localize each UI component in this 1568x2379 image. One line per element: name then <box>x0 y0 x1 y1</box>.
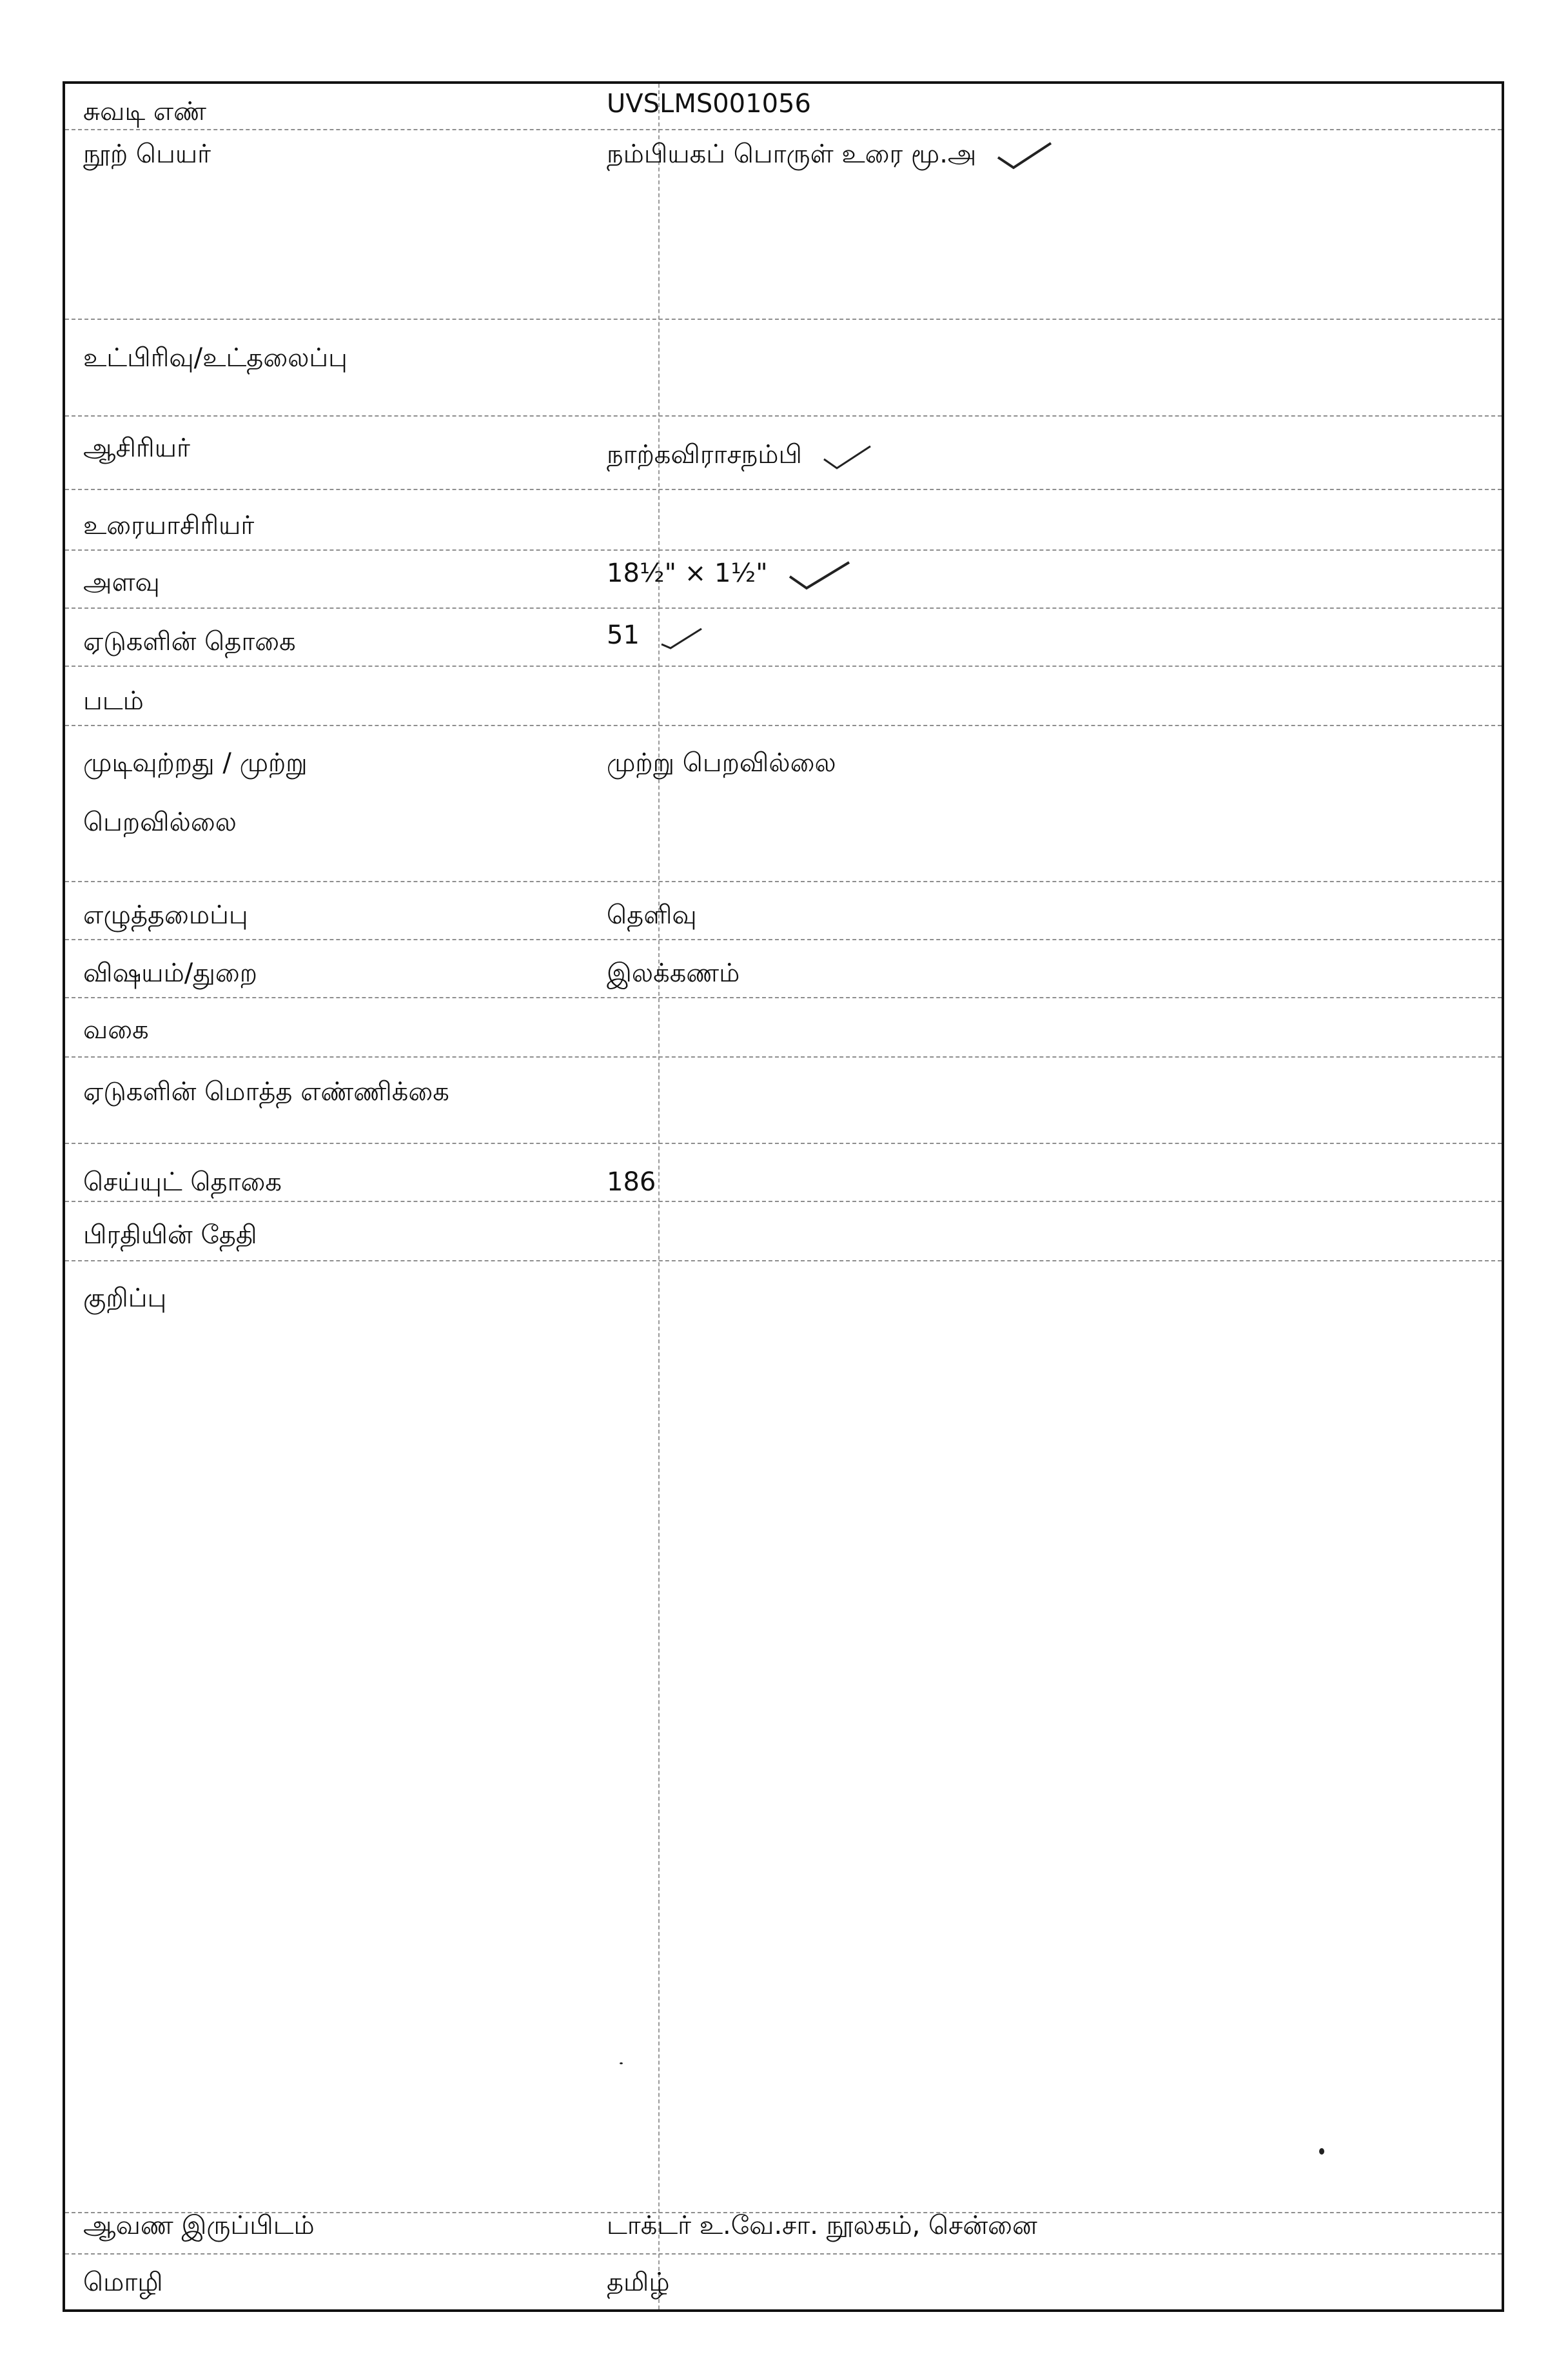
field-value <box>607 435 873 475</box>
field-copy-date <box>65 1201 1502 1261</box>
catalog-card <box>63 81 1504 2312</box>
field-size <box>65 549 1502 609</box>
field-value <box>607 134 1054 174</box>
field-category <box>65 997 1502 1058</box>
field-value: 186 <box>607 1167 656 1197</box>
field-total-leaves <box>65 1056 1502 1144</box>
field-notes <box>65 1260 1502 2213</box>
field-value: தமிழ் <box>607 2267 670 2297</box>
field-archive-location <box>65 2212 1502 2255</box>
field-value <box>607 553 852 593</box>
field-label: நூற் பெயர் <box>83 139 211 169</box>
field-label: உரையாசிரியர் <box>83 511 255 540</box>
field-book-title <box>65 129 1502 320</box>
field-value: தெளிவு <box>607 900 697 930</box>
field-manuscript-number <box>65 84 1502 130</box>
field-verse-count <box>65 1143 1502 1202</box>
field-label: ஆவண இருப்பிடம் <box>83 2211 315 2240</box>
field-value <box>607 615 704 655</box>
field-label: உட்பிரிவு/உட்தலைப்பு <box>83 343 348 373</box>
field-author <box>65 415 1502 490</box>
field-value: இலக்கணம் <box>607 958 740 988</box>
scan-speck <box>620 2062 623 2064</box>
checkmark-icon <box>787 558 852 591</box>
scan-speck <box>1319 2148 1324 2155</box>
field-value-text: நம்பியகப் பொருள் உரை மூ.அ <box>607 139 977 169</box>
field-value-text: 18½" × 1½" <box>607 558 768 588</box>
field-value: டாக்டர் உ.வே.சா. நூலகம், சென்னை <box>607 2211 1037 2240</box>
field-label-line1: முடிவுற்றது / முற்று <box>83 748 308 778</box>
field-value: முற்று பெறவில்லை <box>607 748 836 778</box>
field-value-text: நாற்கவிராசநம்பி <box>607 440 802 469</box>
field-label: குறிப்பு <box>83 1283 167 1313</box>
checkmark-icon <box>995 139 1054 172</box>
field-commentator <box>65 489 1502 551</box>
field-label: விஷயம்/துறை <box>83 958 257 988</box>
field-label: மொழி <box>83 2267 163 2297</box>
field-value-text: 51 <box>607 620 640 650</box>
field-label: படம் <box>83 686 144 716</box>
field-leaf-count <box>65 607 1502 667</box>
field-value: UVSLMS001056 <box>607 89 811 119</box>
field-completion <box>65 725 1502 882</box>
checkmark-icon <box>821 440 873 472</box>
field-subdivision <box>65 319 1502 417</box>
field-label: சுவடி எண் <box>83 97 207 126</box>
field-label: எழுத்தமைப்பு <box>83 900 248 930</box>
field-picture <box>65 666 1502 726</box>
checkmark-icon <box>659 624 704 649</box>
field-label: செய்யுட் தொகை <box>83 1167 282 1197</box>
field-label: அளவு <box>83 568 160 597</box>
field-language <box>65 2253 1502 2312</box>
field-label: பிரதியின் தேதி <box>83 1220 257 1250</box>
field-label-line2: பெறவில்லை <box>83 807 237 837</box>
field-subject <box>65 939 1502 998</box>
field-label: ஆசிரியர் <box>83 433 190 463</box>
field-label: ஏடுகளின் தொகை <box>83 627 296 656</box>
field-label: ஏடுகளின் மொத்த எண்ணிக்கை <box>83 1077 449 1107</box>
field-label: வகை <box>83 1015 149 1045</box>
field-script <box>65 881 1502 940</box>
